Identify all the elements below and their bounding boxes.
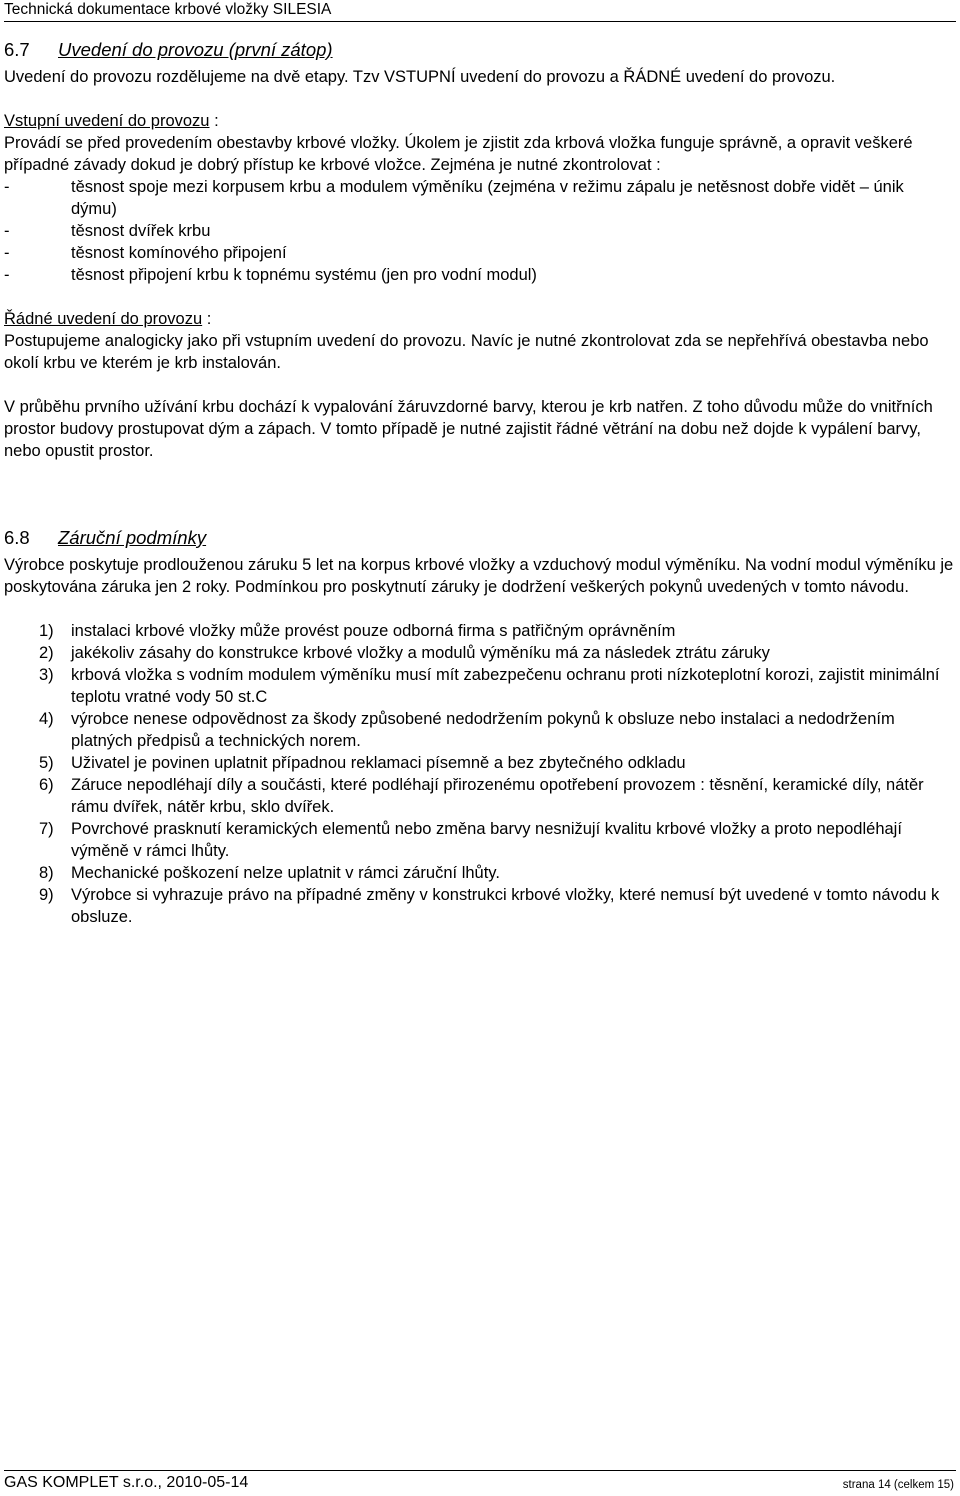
item-number: 4) [39, 710, 54, 728]
list-item [4, 220, 954, 242]
list-item [4, 862, 954, 884]
list-item-text: těsnost připojení krbu k topnému systému (jen pro vodní modul) [71, 266, 537, 284]
list-item [4, 642, 954, 664]
dash-bullet: - [4, 266, 10, 284]
footer-page-number: strana 14 (celkem 15) [842, 1479, 954, 1491]
footer-company-date: GAS KOMPLET s.r.o., 2010-05-14 [4, 1474, 249, 1491]
proper-subheading [4, 308, 954, 330]
list-item-text: Povrchové prasknutí keramických elementů nebo změna barvy nesnižují kvalitu krbové vložky a proto nepodléhají výměně v rámci lhůty. [71, 820, 902, 860]
list-item [4, 708, 954, 752]
dash-bullet: - [4, 222, 10, 240]
dash-bullet: - [4, 178, 10, 196]
section-heading-6-8 [4, 526, 954, 550]
dash-bullet: - [4, 244, 10, 262]
list-item-text: výrobce nenese odpovědnost za škody způsobené nedodržením pokynů k obsluze nebo instalaci a nedodržením platných předpisů a technických norem. [71, 710, 895, 750]
section-title: Uvedení do provozu (první zátop) [58, 39, 333, 60]
section-heading-6-7 [4, 38, 954, 62]
list-item [4, 884, 954, 928]
item-number: 3) [39, 666, 54, 684]
item-number: 7) [39, 820, 54, 838]
entry-colon: : [209, 112, 219, 130]
section-number: 6.8 [4, 527, 30, 548]
proper-paragraph: Postupujeme analogicky jako při vstupním uvedení do provozu. Navíc je nutné zkontrolovat zda se nepřehřívá obestavba nebo okolí krbu ve kterém je krb instalován. [4, 332, 929, 372]
intro-paragraph: Uvedení do provozu rozdělujeme na dvě etapy. Tzv VSTUPNÍ uvedení do provozu a ŘÁDNÉ uvedení do provozu. [4, 68, 836, 86]
conditions-list [4, 620, 954, 928]
item-number: 1) [39, 622, 54, 640]
entry-label: Vstupní uvedení do provozu [4, 112, 210, 130]
section-number: 6.7 [4, 39, 30, 60]
list-item-text: těsnost komínového připojení [71, 244, 287, 262]
item-number: 9) [39, 886, 54, 904]
item-number: 2) [39, 644, 54, 662]
item-number: 5) [39, 754, 54, 772]
list-item-text: Mechanické poškození nelze uplatnit v rámci záruční lhůty. [71, 864, 500, 882]
list-item [4, 264, 954, 286]
proper-colon: : [202, 310, 212, 328]
entry-paragraph: Provádí se před provedením obestavby krbové vložky. Úkolem je zjistit zda krbová vložka funguje správně, a opravit veškeré případné závady dokud je dobrý přístup ke krbové vložce. Zejména je nutné zkontrolovat : [4, 134, 913, 174]
page-footer [4, 1470, 956, 1496]
list-item-text: těsnost dvířek krbu [71, 222, 211, 240]
list-item [4, 774, 954, 818]
list-item-text: těsnost spoje mezi korpusem krbu a modulem výměníku (zejména v režimu zápalu je netěsnost dobře vidět – únik dýmu) [71, 178, 904, 218]
list-item [4, 242, 954, 264]
item-number: 8) [39, 864, 54, 882]
list-item [4, 818, 954, 862]
list-item [4, 664, 954, 708]
list-item [4, 752, 954, 774]
section-title: Záruční podmínky [58, 527, 207, 548]
list-item-text: jakékoliv zásahy do konstrukce krbové vložky a modulů výměníku má za následek ztrátu záruky [71, 644, 770, 662]
checks-list [4, 176, 954, 286]
list-item-text: instalaci krbové vložky může provést pouze odborná firma s patřičným oprávněním [71, 622, 676, 640]
entry-subheading [4, 110, 954, 132]
list-item-text: krbová vložka s vodním modulem výměníku musí mít zabezpečenu ochranu proti nízkoteplotní korozi, zajistit minimální teplotu vratné vody 50 st.C [71, 666, 940, 706]
list-item [4, 176, 954, 220]
list-item-text: Záruce nepodléhají díly a součásti, které podléhají přirozenému opotřebení provozem : těsnění, keramické díly, nátěr rámu dvířek, nátěr krbu, sklo dvířek. [71, 776, 924, 816]
header-title: Technická dokumentace krbové vložky SILESIA [4, 1, 332, 18]
document-body [4, 38, 954, 928]
list-item [4, 620, 954, 642]
proper-label: Řádné uvedení do provozu [4, 310, 203, 328]
page-header [4, 0, 956, 22]
warranty-paragraph: Výrobce poskytuje prodlouženou záruku 5 let na korpus krbové vložky a vzduchový modul výměníku. Na vodní modul výměníku je poskytována záruka jen 2 roky. Podmínkou pro poskytnutí záruky je dodržení veškerých pokynů uvedených v tomto návodu. [4, 556, 954, 596]
first-use-paragraph: V průběhu prvního užívání krbu dochází k vypalování žáruvzdorné barvy, kterou je krb natřen. Z toho důvodu může do vnitřních prostor budovy prostupovat dým a zápach. V tomto případě je nutné zajistit řádné větrání na dobu než dojde k vypálení barvy, nebo opustit prostor. [4, 398, 933, 460]
item-number: 6) [39, 776, 54, 794]
list-item-text: Uživatel je povinen uplatnit případnou reklamaci písemně a bez zbytečného odkladu [71, 754, 686, 772]
list-item-text: Výrobce si vyhrazuje právo na případné změny v konstrukci krbové vložky, které nemusí být uvedené v tomto návodu k obsluze. [71, 886, 940, 926]
